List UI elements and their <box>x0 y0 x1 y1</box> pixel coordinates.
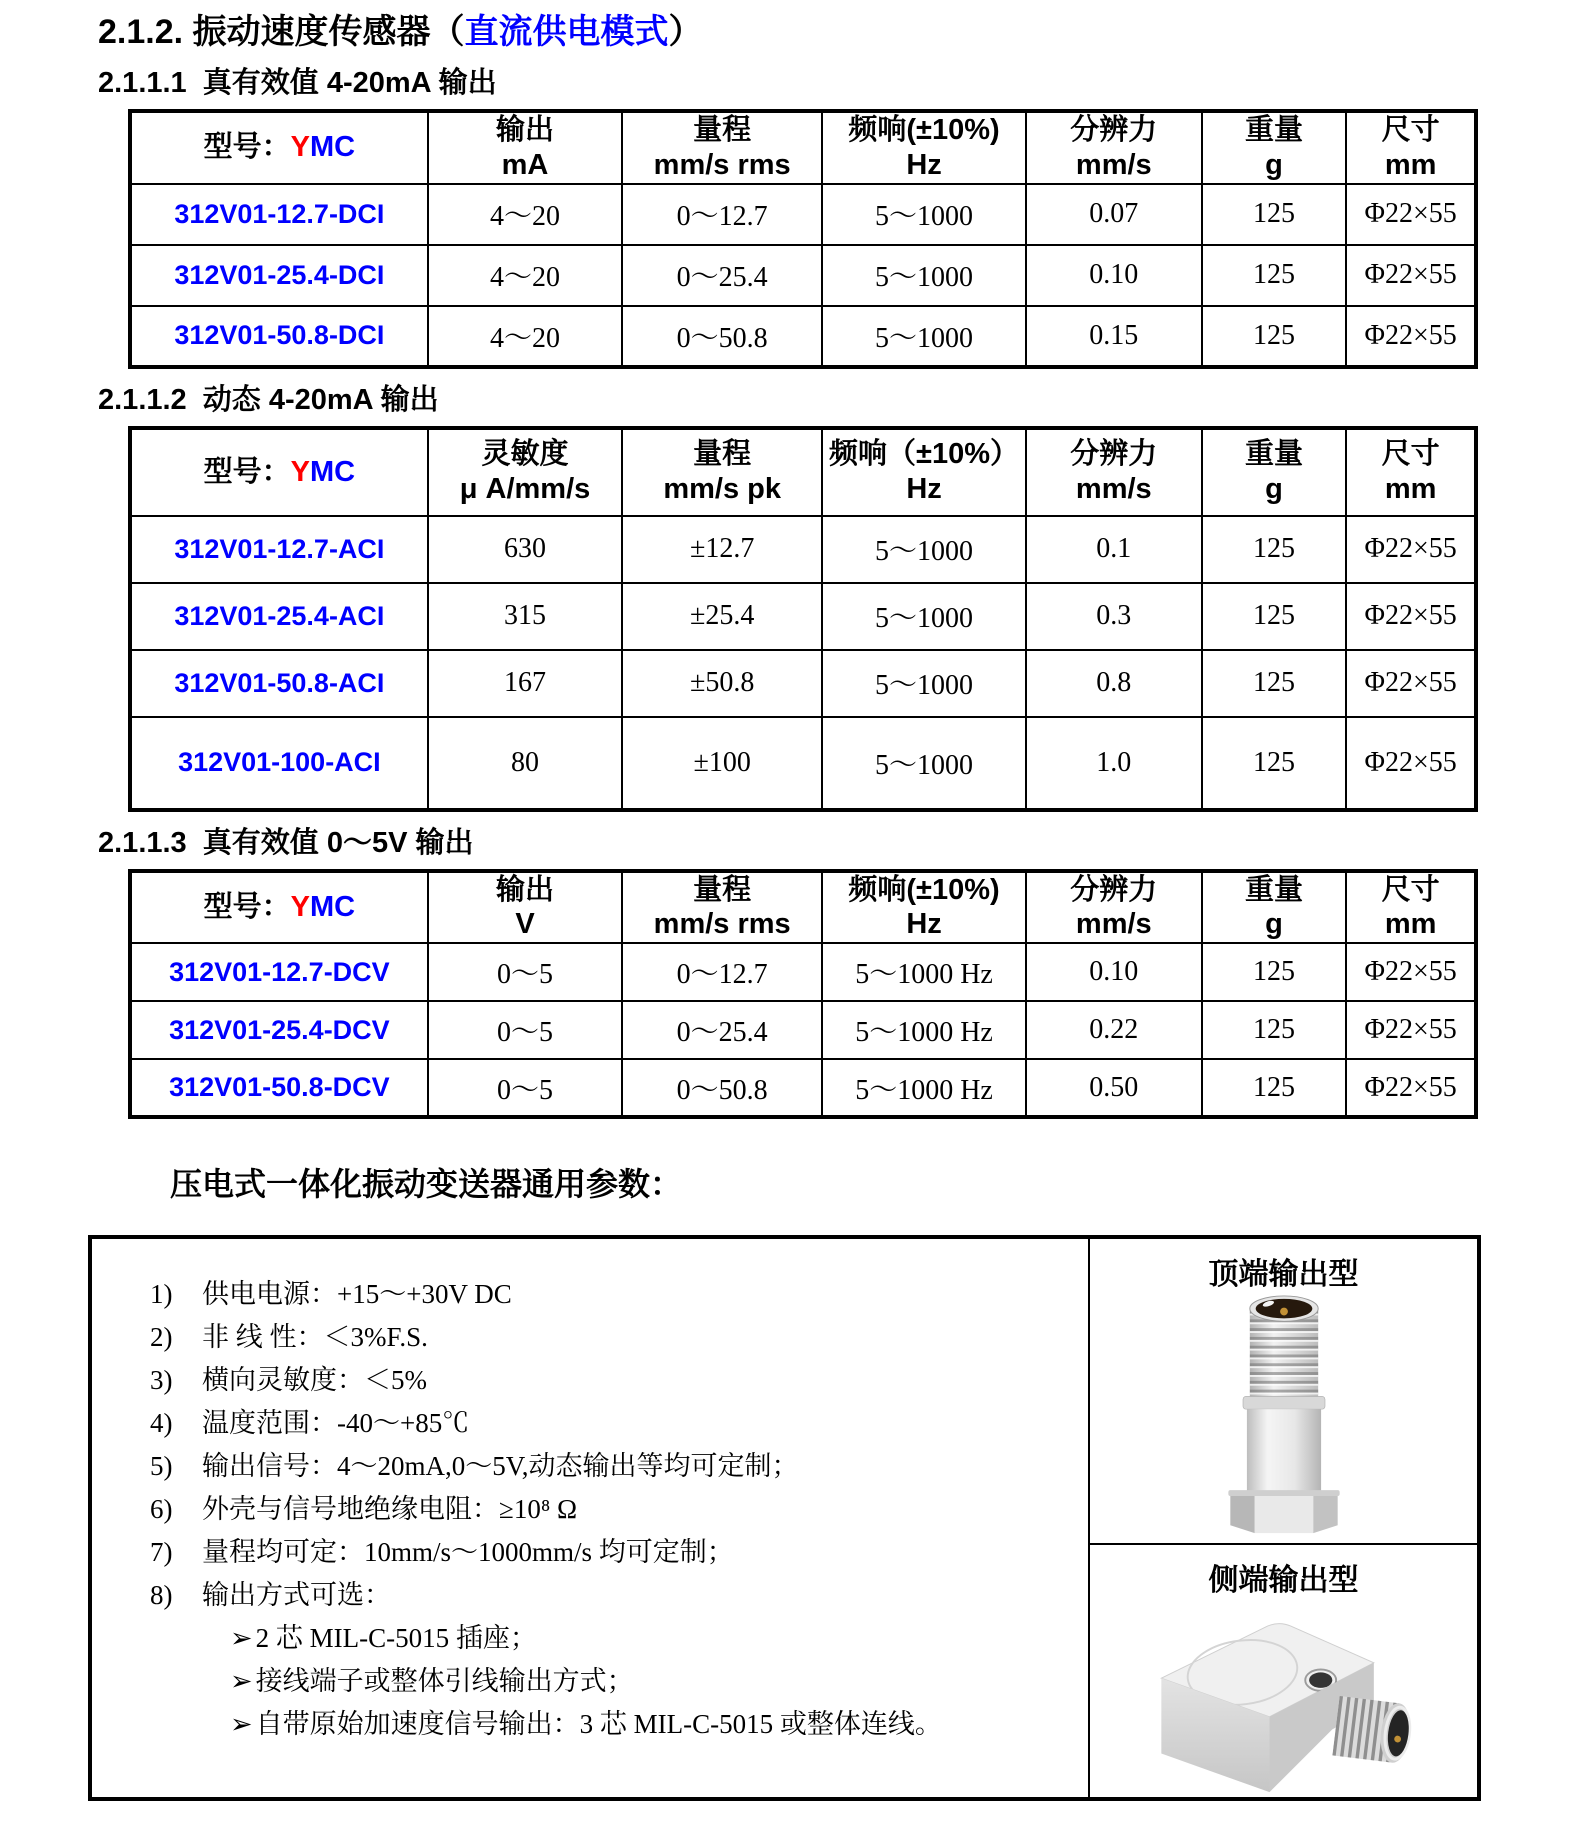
common-params-box <box>88 1235 1481 1801</box>
param-item-text: 输出信号：4～20mA,0～5V,动态输出等均可定制； <box>202 1451 799 1482</box>
value-cell: ±100 <box>622 717 822 810</box>
column-header-unit: mm <box>1384 148 1437 181</box>
model-header-label: 型号： <box>203 455 291 488</box>
value-cell: Φ22×55 <box>1346 184 1476 245</box>
param-sub-item <box>230 1709 1078 1739</box>
brand-letters-blue: MC <box>310 131 356 164</box>
value-cell: Φ22×55 <box>1346 306 1476 367</box>
column-header-cell <box>622 428 822 516</box>
value-cell: 125 <box>1202 245 1347 306</box>
section-heading-rms-05v: 2.1.1.3 真有效值 0～5V 输出 <box>98 826 474 859</box>
column-header-unit: Hz <box>906 908 942 941</box>
value-cell: 0～50.8 <box>622 306 822 367</box>
document-page <box>0 12 1587 1801</box>
value-cell: 0～25.4 <box>622 1001 822 1059</box>
value-cell: ±25.4 <box>622 583 822 650</box>
column-header-unit: mm/s pk <box>663 473 781 506</box>
value-cell: 0～50.8 <box>622 1059 822 1117</box>
column-header-name: 重量 <box>1244 438 1303 471</box>
param-sub-item-text: 2 芯 MIL-C-5015 插座； <box>255 1623 537 1654</box>
top-output-label: 顶端输出型 <box>1208 1258 1359 1292</box>
value-cell: Φ22×55 <box>1346 943 1476 1001</box>
param-item <box>150 1580 1078 1610</box>
value-cell: 1.0 <box>1026 717 1202 810</box>
params-list <box>92 1239 1090 1797</box>
column-header-name: 重量 <box>1244 873 1303 906</box>
value-cell: Φ22×55 <box>1346 516 1476 583</box>
value-cell: 315 <box>428 583 622 650</box>
param-item-text: 量程均可定：10mm/s～1000mm/s 均可定制； <box>202 1537 734 1568</box>
value-cell: 630 <box>428 516 622 583</box>
column-header-unit: g <box>1265 148 1283 181</box>
column-header-name: 分辨力 <box>1070 438 1158 471</box>
column-header-cell <box>1026 428 1202 516</box>
brand-letters-blue: MC <box>310 455 356 488</box>
column-header-unit: mm/s rms <box>653 148 791 181</box>
value-cell: 5～1000 Hz <box>822 1001 1026 1059</box>
value-cell: 0.07 <box>1026 184 1202 245</box>
section-heading-dynamic-420ma: 2.1.1.2 动态 4-20mA 输出 <box>98 383 439 416</box>
spec-table-row <box>130 943 1476 1001</box>
column-header-name: 分辨力 <box>1070 873 1158 906</box>
param-item-number: 8) <box>150 1580 173 1611</box>
param-item <box>150 1322 1078 1352</box>
value-cell: 5～1000 Hz <box>822 1059 1026 1117</box>
spec-table-row <box>130 184 1476 245</box>
column-header-cell <box>822 871 1026 944</box>
spec-table-row <box>130 717 1476 810</box>
brand-letter-red: Y <box>290 890 310 923</box>
model-header-cell <box>130 428 428 516</box>
arrowhead-bullet-icon: ➢ <box>230 1623 253 1654</box>
column-header-cell <box>1202 871 1347 944</box>
column-header-cell <box>1346 428 1476 516</box>
column-header-name: 量程 <box>693 114 752 146</box>
column-header-cell <box>1026 871 1202 944</box>
value-cell: 0～5 <box>428 943 622 1001</box>
spec-table-row <box>130 516 1476 583</box>
param-sub-item <box>230 1666 1078 1696</box>
column-header-name: 灵敏度 <box>481 438 569 471</box>
value-cell: 4～20 <box>428 306 622 367</box>
page-title-suffix: ） <box>668 13 703 51</box>
spec-table-row <box>130 245 1476 306</box>
model-cell: 312V01-25.4-ACI <box>130 583 428 650</box>
side-output-label: 侧端输出型 <box>1208 1564 1359 1598</box>
value-cell: ±12.7 <box>622 516 822 583</box>
column-header-unit: mA <box>501 148 549 181</box>
value-cell: 0.10 <box>1026 245 1202 306</box>
value-cell: 125 <box>1202 1001 1347 1059</box>
param-item-number: 1) <box>150 1279 173 1310</box>
value-cell: 125 <box>1202 583 1347 650</box>
value-cell: 0～12.7 <box>622 943 822 1001</box>
value-cell: 5～1000 <box>822 306 1026 367</box>
column-header-name: 量程 <box>693 438 752 471</box>
param-item-text: 外壳与信号地绝缘电阻：≥10⁸ Ω <box>202 1494 578 1525</box>
arrowhead-bullet-icon: ➢ <box>230 1709 253 1740</box>
column-header-unit: μ A/mm/s <box>459 473 591 506</box>
column-header-name: 量程 <box>693 873 752 906</box>
page-title <box>98 12 1587 52</box>
param-item <box>150 1279 1078 1309</box>
column-header-unit: mm <box>1384 473 1437 506</box>
spec-table-row <box>130 650 1476 717</box>
param-item-number: 3) <box>150 1365 173 1396</box>
top-output-cell <box>1090 1239 1477 1545</box>
value-cell: 0～12.7 <box>622 184 822 245</box>
param-item-number: 4) <box>150 1408 173 1439</box>
value-cell: 5～1000 <box>822 583 1026 650</box>
brand-letters-blue: MC <box>310 890 356 923</box>
spec-table-rms-420ma <box>128 109 1478 369</box>
value-cell: 125 <box>1202 717 1347 810</box>
param-item <box>150 1365 1078 1395</box>
param-item <box>150 1451 1078 1481</box>
column-header-unit: Hz <box>906 148 942 181</box>
spec-table-rms-05v <box>128 869 1478 1120</box>
spec-table-dynamic-420ma <box>128 426 1478 812</box>
column-header-name: 分辨力 <box>1070 114 1158 146</box>
column-header-unit: g <box>1265 473 1283 506</box>
param-item <box>150 1494 1078 1524</box>
header-row <box>130 111 1476 184</box>
column-header-unit: Hz <box>906 473 942 506</box>
value-cell: 125 <box>1202 306 1347 367</box>
image-panel <box>1090 1239 1477 1797</box>
value-cell: Φ22×55 <box>1346 717 1476 810</box>
value-cell: 125 <box>1202 516 1347 583</box>
column-header-cell <box>428 871 622 944</box>
column-header-unit: V <box>515 908 535 941</box>
brand-letter-red: Y <box>290 455 310 488</box>
spec-table-row <box>130 1059 1476 1117</box>
value-cell: 5～1000 <box>822 245 1026 306</box>
value-cell: 0.50 <box>1026 1059 1202 1117</box>
column-header-unit: mm <box>1384 908 1437 941</box>
column-header-name: 频响(±10%) <box>848 873 1000 906</box>
section-heading-rms-420ma: 2.1.1.1 真有效值 4-20mA 输出 <box>98 67 497 99</box>
column-header-cell <box>1026 111 1202 184</box>
value-cell: ±50.8 <box>622 650 822 717</box>
model-cell: 312V01-100-ACI <box>130 717 428 810</box>
param-item <box>150 1408 1078 1438</box>
value-cell: 0.3 <box>1026 583 1202 650</box>
value-cell: 5～1000 Hz <box>822 943 1026 1001</box>
param-item-number: 2) <box>150 1322 173 1353</box>
column-header-unit: mm/s <box>1075 148 1152 181</box>
model-cell: 312V01-50.8-DCV <box>130 1059 428 1117</box>
value-cell: 5～1000 <box>822 184 1026 245</box>
model-cell: 312V01-12.7-DCV <box>130 943 428 1001</box>
value-cell: 125 <box>1202 650 1347 717</box>
value-cell: 0.8 <box>1026 650 1202 717</box>
top-output-sensor-image <box>1218 1293 1350 1537</box>
column-header-name: 尺寸 <box>1381 114 1440 146</box>
column-header-cell <box>622 871 822 944</box>
column-header-unit: g <box>1265 908 1283 941</box>
common-params-heading: 压电式一体化振动变送器通用参数： <box>170 1166 683 1203</box>
model-cell: 312V01-12.7-ACI <box>130 516 428 583</box>
column-header-cell <box>428 428 622 516</box>
param-item-number: 5) <box>150 1451 173 1482</box>
column-header-name: 尺寸 <box>1381 873 1440 906</box>
value-cell: 4～20 <box>428 184 622 245</box>
value-cell: Φ22×55 <box>1346 1059 1476 1117</box>
side-output-sensor-image <box>1134 1599 1434 1797</box>
column-header-cell <box>1202 428 1347 516</box>
param-item-text: 非 线 性：＜3%F.S. <box>202 1322 428 1353</box>
spec-table-row <box>130 1001 1476 1059</box>
param-item-number: 7) <box>150 1537 173 1568</box>
param-item-text: 输出方式可选： <box>202 1580 391 1611</box>
param-item <box>150 1537 1078 1567</box>
page-title-prefix: 2.1.2. 振动速度传感器（ <box>98 13 465 51</box>
value-cell: 0.1 <box>1026 516 1202 583</box>
side-output-cell <box>1090 1545 1477 1797</box>
param-item-text: 横向灵敏度：＜5% <box>202 1365 427 1396</box>
value-cell: Φ22×55 <box>1346 1001 1476 1059</box>
column-header-cell <box>1346 871 1476 944</box>
page-title-highlight: 直流供电模式 <box>464 13 669 51</box>
value-cell: 125 <box>1202 184 1347 245</box>
value-cell: 0～5 <box>428 1001 622 1059</box>
value-cell: 0～25.4 <box>622 245 822 306</box>
value-cell: 4～20 <box>428 245 622 306</box>
param-item-number: 6) <box>150 1494 173 1525</box>
spec-table-row <box>130 306 1476 367</box>
model-header-cell <box>130 111 428 184</box>
column-header-name: 频响(±10%) <box>848 114 1000 146</box>
value-cell: Φ22×55 <box>1346 583 1476 650</box>
value-cell: Φ22×55 <box>1346 650 1476 717</box>
param-item-text: 温度范围：-40～+85℃ <box>202 1408 470 1439</box>
value-cell: 0.22 <box>1026 1001 1202 1059</box>
value-cell: 125 <box>1202 1059 1347 1117</box>
column-header-name: 尺寸 <box>1381 438 1440 471</box>
model-cell: 312V01-50.8-DCI <box>130 306 428 367</box>
value-cell: 5～1000 <box>822 717 1026 810</box>
column-header-cell <box>622 111 822 184</box>
brand-letter-red: Y <box>290 131 310 164</box>
model-cell: 312V01-50.8-ACI <box>130 650 428 717</box>
column-header-name: 频响（±10%） <box>829 438 1020 471</box>
arrowhead-bullet-icon: ➢ <box>230 1666 253 1697</box>
column-header-unit: mm/s <box>1075 908 1152 941</box>
value-cell: 0.10 <box>1026 943 1202 1001</box>
model-cell: 312V01-25.4-DCI <box>130 245 428 306</box>
value-cell: 5～1000 <box>822 516 1026 583</box>
column-header-cell <box>1346 111 1476 184</box>
param-sub-item-text: 自带原始加速度信号输出：3 芯 MIL-C-5015 或整体连线。 <box>255 1709 942 1740</box>
param-sub-item-text: 接线端子或整体引线输出方式； <box>255 1666 634 1697</box>
column-header-unit: mm/s rms <box>653 908 791 941</box>
column-header-cell <box>822 111 1026 184</box>
value-cell: 80 <box>428 717 622 810</box>
model-header-label: 型号： <box>203 890 291 923</box>
column-header-cell <box>822 428 1026 516</box>
header-row <box>130 871 1476 944</box>
value-cell: 0～5 <box>428 1059 622 1117</box>
model-cell: 312V01-25.4-DCV <box>130 1001 428 1059</box>
header-row <box>130 428 1476 516</box>
param-sub-item <box>230 1623 1078 1653</box>
model-header-label: 型号： <box>203 131 291 164</box>
model-cell: 312V01-12.7-DCI <box>130 184 428 245</box>
param-item-text: 供电电源：+15～+30V DC <box>202 1279 512 1310</box>
value-cell: 0.15 <box>1026 306 1202 367</box>
value-cell: 125 <box>1202 943 1347 1001</box>
column-header-name: 输出 <box>495 873 554 906</box>
value-cell: Φ22×55 <box>1346 245 1476 306</box>
column-header-unit: mm/s <box>1075 473 1152 506</box>
column-header-name: 输出 <box>495 114 554 146</box>
spec-table-row <box>130 583 1476 650</box>
value-cell: 5～1000 <box>822 650 1026 717</box>
value-cell: 167 <box>428 650 622 717</box>
column-header-name: 重量 <box>1244 114 1303 146</box>
column-header-cell <box>1202 111 1347 184</box>
model-header-cell <box>130 871 428 944</box>
column-header-cell <box>428 111 622 184</box>
